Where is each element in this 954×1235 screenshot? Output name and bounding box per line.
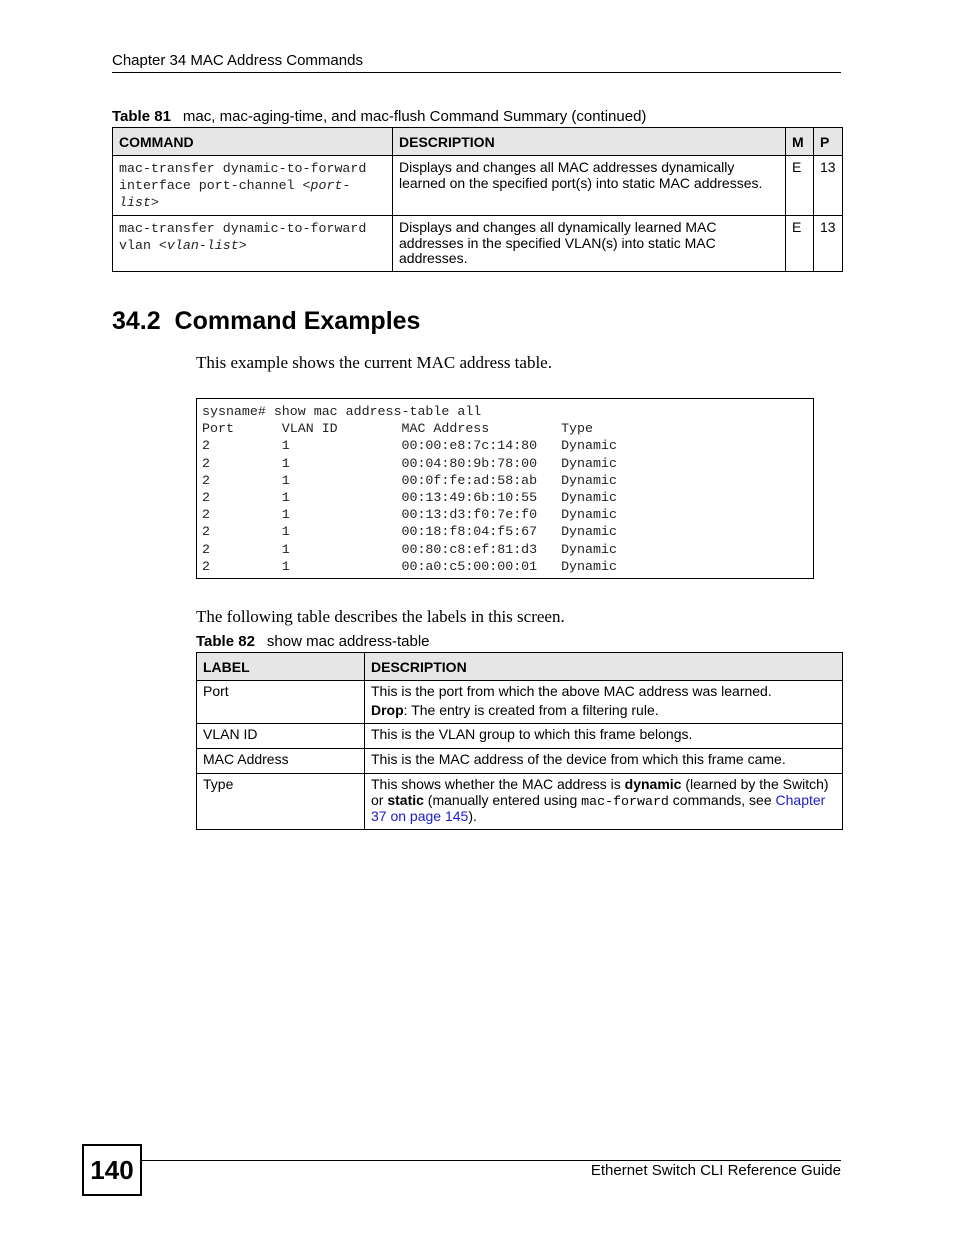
command-suffix: > [238,238,247,253]
table-row [197,681,843,724]
column-header-label: LABEL [197,653,365,681]
description-cell: This is the VLAN group to which this frame belongs. [365,724,843,749]
table-81-caption-text: mac, mac-aging-time, and mac-flush Command Summary (continued) [182,108,647,125]
dynamic-term: dynamic [624,776,682,792]
port-description: This is the port from which the above MAC address was learned. [371,683,772,699]
command-param: vlan-list [166,238,239,253]
static-term: static [387,791,424,808]
column-header-m: M [786,128,814,156]
type-text: commands, see [668,791,776,808]
privilege-cell: 13 [814,156,843,216]
description-cell [365,774,843,830]
table-row [113,156,843,216]
drop-term: Drop [371,701,404,718]
code-example: sysname# show mac address-table all Port VLAN ID MAC Address Type 2 1 00:00:e8:7c:14:80 Dynamic 2 1 00:04:80:9b:78:00 Dynamic 2 1 00:0f:fe:ad:58:ab Dynamic 2 1 00:13:49:6b:10:55 Dynamic 2 1 00:13:d3:f0:7e:f0 Dynamic 2 1 00:18:f8:04:f5:67 Dynamic 2 1 00:80:c8:ef:81:d3 Dynamic 2 1 00:a0:c5:00:00:01 Dynamic [202,404,617,574]
description-cell: Displays and changes all MAC addresses dynamically learned on the specified port(s) into static MAC addresses. [393,156,786,216]
label-cell: MAC Address [197,749,365,774]
table-81-header-row [113,128,843,156]
column-header-command: COMMAND [113,128,393,156]
section-heading: 34.2 Command Examples [112,307,421,335]
table-81-caption-label: Table 81 [112,108,171,125]
command-suffix: > [150,195,159,210]
description-cell: Displays and changes all dynamically learned MAC addresses in the specified VLAN(s) into static MAC addresses. [393,216,786,272]
command-cell [113,156,393,216]
table-82-caption-text: show mac address-table [266,633,430,650]
intro-paragraph: This example shows the current MAC address table. [196,353,552,372]
command-param: port-list [119,178,351,210]
mode-cell: E [786,216,814,272]
running-header: Chapter 34 MAC Address Commands [112,52,363,69]
command-text: mac-transfer dynamic-to-forward vlan < [119,221,367,253]
table-82-caption [196,633,430,650]
type-text: This shows whether the MAC address is [371,776,625,792]
drop-description [371,703,836,719]
description-cell: This is the MAC address of the device from which this frame came. [365,749,843,774]
footer-rule [140,1160,841,1161]
table-row [197,774,843,830]
chapter-37-link[interactable]: Chapter 37 on page 145 [371,791,826,824]
column-header-description: DESCRIPTION [365,653,843,681]
mode-cell: E [786,156,814,216]
table-82-header-row [197,653,843,681]
label-cell: Type [197,774,365,830]
table-row [197,724,843,749]
header-rule [112,72,841,73]
page-number: 140 [90,1155,134,1185]
table-row [113,216,843,272]
table-row [197,749,843,774]
table-81 [112,127,843,272]
page-number-box [82,1144,142,1196]
command-cell [113,216,393,272]
label-cell: VLAN ID [197,724,365,749]
label-cell: Port [197,681,365,724]
type-text: (manually entered using [423,791,582,808]
mac-forward-code: mac-forward [581,793,669,809]
table-82 [196,652,843,830]
drop-text: : The entry is created from a filtering rule. [403,701,659,718]
type-text: (learned by the Switch) or [371,776,829,808]
following-paragraph: The following table describes the labels in this screen. [196,607,565,626]
footer-title: Ethernet Switch CLI Reference Guide [590,1162,841,1179]
code-example-box [196,398,814,579]
table-82-caption-label: Table 82 [196,633,255,650]
table-81-caption [112,108,646,125]
column-header-description: DESCRIPTION [393,128,786,156]
type-text: ). [468,808,477,824]
command-text: mac-transfer dynamic-to-forward interface port-channel < [119,161,367,193]
column-header-p: P [814,128,843,156]
privilege-cell: 13 [814,216,843,272]
description-cell [365,681,843,724]
